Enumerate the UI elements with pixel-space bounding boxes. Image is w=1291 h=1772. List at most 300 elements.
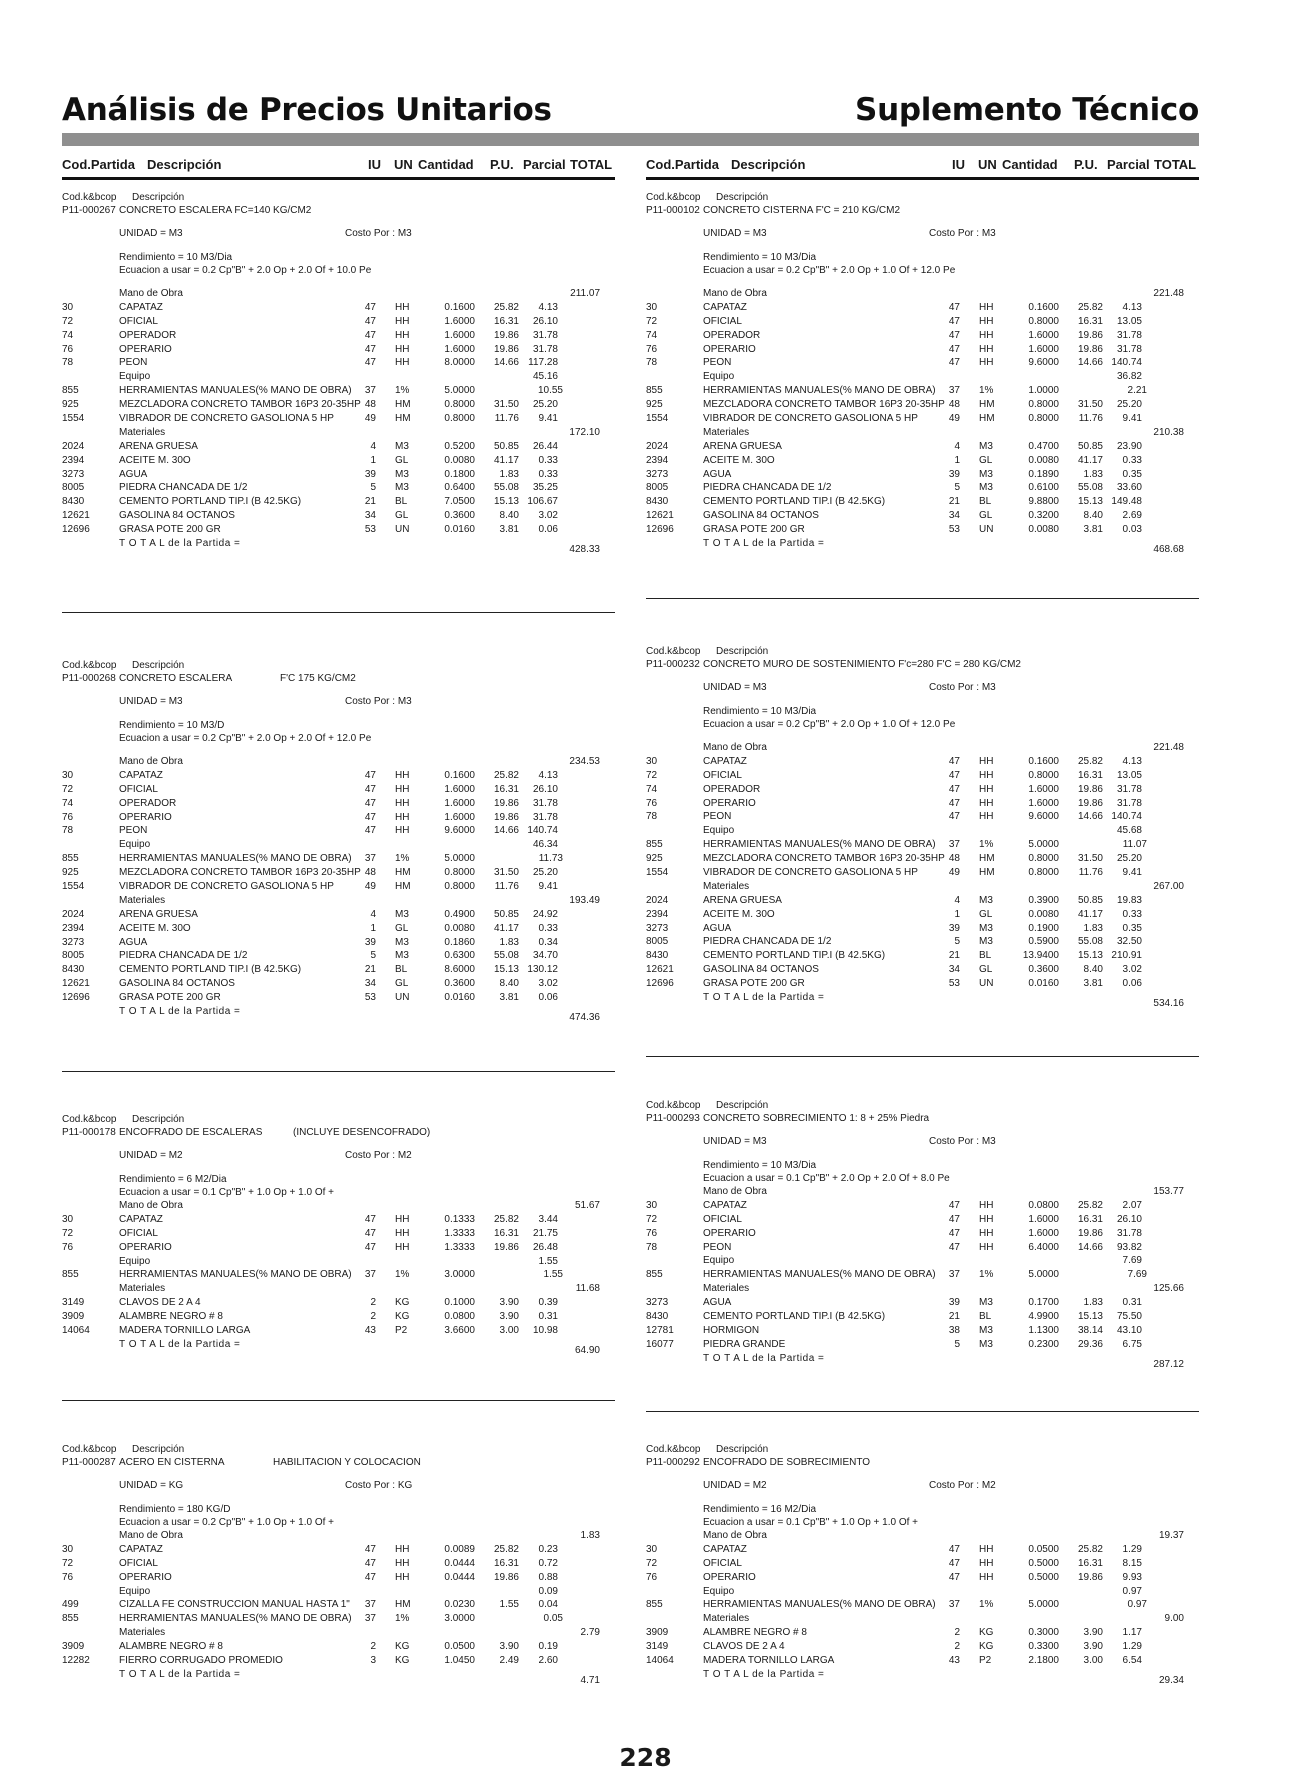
table-row <box>646 1268 1199 1282</box>
item-parcial: 0.34 <box>538 936 558 948</box>
item-un: HM <box>979 867 995 879</box>
item-pu: 41.17 <box>1077 908 1103 920</box>
item-desc: OPERARIO <box>703 797 756 809</box>
item-code: 72 <box>62 1557 74 1569</box>
col-cod: Cod.Partida <box>62 157 135 172</box>
ecuacion: Ecuacion a usar = 0.2 Cp"B" + 1.0 Op + 1.0 Of + <box>119 1517 335 1528</box>
item-un: HH <box>979 357 994 369</box>
item-cantidad: 9.6000 <box>1028 357 1059 369</box>
item-un: HM <box>395 881 411 893</box>
item-desc: VIBRADOR DE CONCRETO GASOLIONA 5 HP <box>703 413 918 425</box>
costo-por-label: Costo Por : <box>345 696 396 707</box>
item-parcial: 0.04 <box>538 1599 558 1611</box>
table-row <box>62 1571 615 1585</box>
section-name: Equipo <box>703 1585 735 1597</box>
item-parcial: 25.20 <box>532 399 558 411</box>
item-cantidad: 2.1800 <box>1028 1655 1059 1667</box>
cod-label: Cod.k&bcop <box>646 1444 701 1455</box>
item-iu: 37 <box>948 1269 960 1281</box>
item-cantidad: 0.5200 <box>444 440 475 452</box>
section-row <box>646 1585 1199 1599</box>
item-iu: 34 <box>364 510 376 522</box>
item-code: 8005 <box>62 950 85 962</box>
item-un: M3 <box>979 482 993 494</box>
item-code: 855 <box>62 385 79 397</box>
item-desc: FIERRO CORRUGADO PROMEDIO <box>119 1655 283 1667</box>
table-row <box>62 398 615 412</box>
table-row <box>646 1557 1199 1571</box>
item-cantidad: 0.0080 <box>1028 908 1059 920</box>
section-name: Materiales <box>119 894 166 906</box>
partida-block <box>62 1113 615 1356</box>
item-iu: 5 <box>370 950 376 962</box>
col-un: UN <box>978 157 997 172</box>
item-iu: 21 <box>948 1311 960 1323</box>
item-cantidad: 0.0444 <box>444 1557 475 1569</box>
code-label-row <box>62 659 615 672</box>
item-un: HM <box>395 1599 411 1611</box>
table-row <box>646 329 1199 343</box>
item-parcial: 31.78 <box>532 343 558 355</box>
item-pu: 14.66 <box>493 357 519 369</box>
item-cantidad: 5.0000 <box>444 385 475 397</box>
item-cantidad: 0.0080 <box>444 454 475 466</box>
section-row <box>62 1255 615 1269</box>
item-iu: 47 <box>364 783 376 795</box>
item-parcial: 25.20 <box>532 867 558 879</box>
costo-por-value: M3 <box>981 228 996 239</box>
item-cantidad: 0.3200 <box>1028 510 1059 522</box>
item-desc: PIEDRA CHANCADA DE 1/2 <box>703 936 832 948</box>
item-parcial: 9.41 <box>538 413 558 425</box>
item-desc: PIEDRA CHANCADA DE 1/2 <box>119 482 248 494</box>
item-pu: 50.85 <box>1077 440 1103 452</box>
section-subtotal: 125.66 <box>1153 1283 1184 1295</box>
item-pu: 8.40 <box>1083 510 1103 522</box>
desc-label: Descripción <box>716 646 769 657</box>
partida-title: ACERO EN CISTERNA <box>119 1457 225 1468</box>
item-code: 3149 <box>646 1641 669 1653</box>
section-subtotal: 51.67 <box>574 1200 600 1211</box>
rendimiento-row <box>646 1159 1199 1172</box>
partida-total: 29.34 <box>1158 1674 1184 1686</box>
rendimiento-row <box>62 719 615 732</box>
item-un: HH <box>395 1571 410 1583</box>
costo-por-value: M3 <box>981 682 996 693</box>
item-parcial: 43.10 <box>1116 1324 1142 1336</box>
table-row <box>646 769 1199 783</box>
item-iu: 47 <box>364 1543 376 1555</box>
item-desc: CEMENTO PORTLAND TIP.I (B 42.5KG) <box>703 950 886 962</box>
item-parcial: 3.02 <box>1122 964 1142 976</box>
item-code: 78 <box>62 825 74 837</box>
partida-total: 287.12 <box>1153 1358 1184 1370</box>
item-pu: 14.66 <box>1077 1241 1103 1253</box>
item-pu: 19.86 <box>493 797 519 809</box>
partida-code: P11-000287 <box>62 1457 116 1468</box>
table-row <box>646 440 1199 454</box>
item-cantidad: 0.1333 <box>444 1213 475 1225</box>
item-iu: 47 <box>948 1543 960 1555</box>
item-iu: 37 <box>364 385 376 397</box>
separator <box>62 612 615 613</box>
costo-por-value: M2 <box>397 1150 412 1161</box>
partida-total: 64.90 <box>574 1344 600 1356</box>
rendimiento: Rendimiento = 180 KG/D <box>119 1504 231 1515</box>
item-iu: 53 <box>364 992 376 1004</box>
item-parcial: 19.83 <box>1116 894 1142 906</box>
table-row <box>62 1213 615 1227</box>
partida-block <box>62 1443 615 1686</box>
item-iu: 5 <box>370 482 376 494</box>
item-cantidad: 1.6000 <box>444 797 475 809</box>
item-pu: 19.86 <box>493 811 519 823</box>
total-label: T O T A L de la Partida = <box>703 538 825 550</box>
item-iu: 47 <box>364 343 376 355</box>
item-iu: 37 <box>364 1599 376 1611</box>
section-row <box>62 1282 615 1296</box>
item-desc: VIBRADOR DE CONCRETO GASOLIONA 5 HP <box>703 867 918 879</box>
item-cantidad: 3.6600 <box>444 1325 475 1337</box>
item-code: 3909 <box>62 1641 85 1653</box>
item-parcial: 23.90 <box>1116 440 1142 452</box>
item-code: 1554 <box>62 881 85 893</box>
item-desc: MEZCLADORA CONCRETO TAMBOR 16P3 20-35HP <box>703 399 945 411</box>
table-row <box>62 1227 615 1241</box>
item-pu: 31.50 <box>1077 853 1103 865</box>
item-un: P2 <box>395 1325 408 1337</box>
item-iu: 47 <box>948 1227 960 1239</box>
item-parcial: 26.10 <box>532 783 558 795</box>
partida-title-row <box>62 1126 615 1139</box>
item-parcial: 0.35 <box>1122 922 1142 934</box>
table-row <box>646 301 1199 315</box>
item-iu: 49 <box>948 413 960 425</box>
table-row <box>646 343 1199 357</box>
item-iu: 47 <box>364 1557 376 1569</box>
item-iu: 47 <box>364 1571 376 1583</box>
table-row <box>646 1213 1199 1227</box>
table-row <box>62 315 615 329</box>
section-subtotal: 221.48 <box>1153 742 1184 753</box>
item-cantidad: 0.3300 <box>1028 1641 1059 1653</box>
table-row <box>646 852 1199 866</box>
item-code: 30 <box>646 1199 658 1211</box>
section-row <box>62 426 615 440</box>
unidad: UNIDAD = M2 <box>703 1480 767 1491</box>
item-iu: 47 <box>948 329 960 341</box>
item-iu: 43 <box>364 1325 376 1337</box>
item-cantidad: 9.8800 <box>1028 496 1059 508</box>
item-code: 855 <box>646 1269 663 1281</box>
item-cantidad: 1.6000 <box>1028 783 1059 795</box>
col-cant: Cantidad <box>418 157 474 172</box>
item-desc: OFICIAL <box>703 769 742 781</box>
item-code: 30 <box>646 755 658 767</box>
item-desc: MEZCLADORA CONCRETO TAMBOR 16P3 20-35HP <box>119 867 361 879</box>
table-row <box>646 963 1199 977</box>
item-code: 855 <box>62 1613 79 1625</box>
item-pu: 19.86 <box>493 329 519 341</box>
section-row <box>646 287 1199 301</box>
item-iu: 1 <box>954 454 960 466</box>
item-parcial: 210.91 <box>1111 950 1142 962</box>
item-desc: GASOLINA 84 OCTANOS <box>703 510 819 522</box>
item-cantidad: 1.6000 <box>444 343 475 355</box>
item-pu: 19.86 <box>493 1571 519 1583</box>
item-cantidad: 0.8000 <box>1028 315 1059 327</box>
item-cantidad: 0.4700 <box>1028 440 1059 452</box>
table-row <box>62 1241 615 1255</box>
section-name: Mano de Obra <box>703 1186 767 1197</box>
item-iu: 49 <box>364 881 376 893</box>
section-sum: 0.09 <box>538 1585 558 1597</box>
item-iu: 47 <box>364 315 376 327</box>
item-un: M3 <box>979 1324 993 1336</box>
item-parcial: 34.70 <box>532 950 558 962</box>
item-un: M3 <box>395 908 409 920</box>
item-iu: 47 <box>364 1213 376 1225</box>
col-cant: Cantidad <box>1002 157 1058 172</box>
item-iu: 39 <box>364 936 376 948</box>
item-code: 72 <box>62 315 74 327</box>
item-iu: 49 <box>364 413 376 425</box>
item-iu: 2 <box>954 1641 960 1653</box>
item-iu: 21 <box>364 964 376 976</box>
item-cantidad: 0.6300 <box>444 950 475 962</box>
item-parcial: 9.93 <box>1122 1571 1142 1583</box>
section-name: Mano de Obra <box>119 288 183 299</box>
item-desc: MEZCLADORA CONCRETO TAMBOR 16P3 20-35HP <box>119 399 361 411</box>
section-row <box>62 287 615 301</box>
item-pu: 19.86 <box>1077 1571 1103 1583</box>
item-cantidad: 0.6100 <box>1028 482 1059 494</box>
desc-label: Descripción <box>716 1444 769 1455</box>
table-row <box>646 398 1199 412</box>
item-un: M3 <box>979 440 993 452</box>
table-row <box>62 908 615 922</box>
ecuacion: Ecuacion a usar = 0.1 Cp"B" + 1.0 Op + 1.0 Of + <box>119 1187 335 1198</box>
unidad-row <box>646 1479 1199 1492</box>
item-code: 855 <box>646 839 663 851</box>
item-iu: 47 <box>364 1241 376 1253</box>
item-desc: GRASA POTE 200 GR <box>119 524 221 536</box>
table-row <box>62 384 615 398</box>
item-iu: 37 <box>364 1613 376 1625</box>
section-row <box>646 741 1199 755</box>
table-row <box>62 523 615 537</box>
item-parcial: 6.54 <box>1122 1655 1142 1667</box>
cod-label: Cod.k&bcop <box>646 646 701 657</box>
item-parcial: 25.20 <box>1116 399 1142 411</box>
item-cantidad: 0.4900 <box>444 908 475 920</box>
item-iu: 4 <box>954 894 960 906</box>
item-iu: 43 <box>948 1655 960 1667</box>
total-row <box>646 1668 1199 1686</box>
item-un: HH <box>395 1213 410 1225</box>
item-cantidad: 1.1300 <box>1028 1324 1059 1336</box>
table-row <box>646 949 1199 963</box>
item-pu: 55.08 <box>493 482 519 494</box>
item-code: 74 <box>62 329 74 341</box>
item-desc: OFICIAL <box>119 1557 158 1569</box>
col-un: UN <box>394 157 413 172</box>
item-code: 925 <box>62 399 79 411</box>
table-row <box>62 852 615 866</box>
cod-label: Cod.k&bcop <box>62 660 117 671</box>
item-desc: GRASA POTE 200 GR <box>119 992 221 1004</box>
item-un: HH <box>979 797 994 809</box>
item-un: BL <box>395 496 408 508</box>
item-un: HH <box>979 343 994 355</box>
item-iu: 47 <box>364 329 376 341</box>
section-subtotal: 153.77 <box>1153 1186 1184 1197</box>
item-cantidad: 9.6000 <box>444 825 475 837</box>
item-code: 12621 <box>646 510 674 522</box>
item-pu: 25.82 <box>1077 755 1103 767</box>
section-name: Mano de Obra <box>119 1530 183 1541</box>
item-cantidad: 1.6000 <box>1028 329 1059 341</box>
item-desc: OPERARIO <box>703 1571 756 1583</box>
item-desc: GASOLINA 84 OCTANOS <box>119 510 235 522</box>
item-parcial: 1.29 <box>1122 1543 1142 1555</box>
item-code: 499 <box>62 1599 79 1611</box>
costo-por <box>345 227 412 240</box>
section-row <box>62 1626 615 1640</box>
item-iu: 47 <box>948 1571 960 1583</box>
item-parcial: 2.69 <box>1122 510 1142 522</box>
costo-por-value: M3 <box>397 696 412 707</box>
item-iu: 47 <box>948 755 960 767</box>
item-desc: VIBRADOR DE CONCRETO GASOLIONA 5 HP <box>119 413 334 425</box>
item-pu: 2.49 <box>499 1655 519 1667</box>
item-iu: 48 <box>364 399 376 411</box>
cod-label: Cod.k&bcop <box>62 1114 117 1125</box>
item-un: GL <box>979 510 993 522</box>
item-pu: 3.90 <box>1083 1627 1103 1639</box>
section-sum: 36.82 <box>1116 371 1142 383</box>
item-desc: AGUA <box>703 1297 732 1309</box>
separator <box>646 1056 1199 1057</box>
item-desc: OPERADOR <box>119 329 177 341</box>
item-desc: OPERARIO <box>119 1241 172 1253</box>
item-parcial: 0.97 <box>1127 1599 1147 1611</box>
item-un: HH <box>979 1199 994 1211</box>
item-parcial: 117.28 <box>528 357 558 369</box>
item-cantidad: 1.3333 <box>444 1241 475 1253</box>
desc-label: Descripción <box>132 192 185 203</box>
item-iu: 21 <box>948 950 960 962</box>
item-desc: OFICIAL <box>703 1557 742 1569</box>
col-desc: Descripción <box>147 157 222 172</box>
table-row <box>62 1640 615 1654</box>
item-desc: CAPATAZ <box>119 1543 163 1555</box>
item-pu: 31.50 <box>493 399 519 411</box>
item-desc: PEON <box>703 811 732 823</box>
item-desc: CIZALLA FE CONSTRUCCION MANUAL HASTA 1" <box>119 1599 350 1611</box>
item-code: 12696 <box>646 978 674 990</box>
item-pu: 19.86 <box>493 343 519 355</box>
table-row <box>62 811 615 825</box>
item-un: HH <box>395 769 410 781</box>
section-row <box>646 370 1199 384</box>
table-row <box>62 343 615 357</box>
item-desc: OFICIAL <box>119 315 158 327</box>
item-cantidad: 0.1600 <box>1028 755 1059 767</box>
item-parcial: 31.78 <box>1116 343 1142 355</box>
partida-title-row <box>62 1456 615 1469</box>
item-cantidad: 0.1900 <box>1028 922 1059 934</box>
section-name: Equipo <box>119 371 151 383</box>
item-code: 76 <box>646 797 658 809</box>
item-desc: ALAMBRE NEGRO # 8 <box>119 1311 223 1323</box>
partida-title: ENCOFRADO DE SOBRECIMIENTO <box>703 1457 871 1468</box>
item-code: 72 <box>646 1213 658 1225</box>
item-un: GL <box>395 454 409 466</box>
item-code: 1554 <box>646 413 669 425</box>
item-pu: 1.83 <box>1083 468 1103 480</box>
item-code: 8430 <box>646 1311 669 1323</box>
item-iu: 49 <box>948 867 960 879</box>
item-pu: 50.85 <box>1077 894 1103 906</box>
item-code: 8005 <box>646 482 669 494</box>
item-cantidad: 3.0000 <box>444 1269 475 1281</box>
item-iu: 47 <box>948 357 960 369</box>
costo-por-label: Costo Por : <box>929 228 980 239</box>
cod-label: Cod.k&bcop <box>62 1444 117 1455</box>
item-desc: HERRAMIENTAS MANUALES(% MANO DE OBRA) <box>703 1599 936 1611</box>
item-pu: 41.17 <box>493 922 519 934</box>
table-row <box>62 977 615 991</box>
item-cantidad: 8.6000 <box>444 964 475 976</box>
item-pu: 1.83 <box>1083 1297 1103 1309</box>
item-parcial: 0.33 <box>1122 454 1142 466</box>
item-cantidad: 0.1600 <box>444 769 475 781</box>
item-cantidad: 0.8000 <box>444 399 475 411</box>
item-code: 76 <box>646 1571 658 1583</box>
item-desc: HERRAMIENTAS MANUALES(% MANO DE OBRA) <box>703 839 936 851</box>
code-label-row <box>646 645 1199 658</box>
item-iu: 37 <box>948 839 960 851</box>
item-desc: MADERA TORNILLO LARGA <box>119 1325 251 1337</box>
item-cantidad: 0.3900 <box>1028 894 1059 906</box>
item-desc: OFICIAL <box>119 783 158 795</box>
item-code: 3273 <box>646 468 669 480</box>
item-desc: CAPATAZ <box>119 769 163 781</box>
item-desc: ACEITE M. 30O <box>703 454 775 466</box>
partida-block <box>646 1099 1199 1370</box>
item-un: M3 <box>395 936 409 948</box>
partida-note: F'C 175 KG/CM2 <box>280 673 356 684</box>
item-desc: PIEDRA CHANCADA DE 1/2 <box>703 482 832 494</box>
item-desc: CAPATAZ <box>703 755 747 767</box>
item-desc: OPERARIO <box>119 1571 172 1583</box>
ecuacion-row <box>62 732 615 745</box>
col-parcial: Parcial <box>523 157 566 172</box>
total-row <box>62 1338 615 1356</box>
item-iu: 4 <box>370 908 376 920</box>
item-iu: 34 <box>948 964 960 976</box>
item-cantidad: 0.8000 <box>1028 769 1059 781</box>
section-name: Materiales <box>119 1627 166 1639</box>
item-code: 12696 <box>62 524 90 536</box>
costo-por <box>345 695 412 708</box>
item-iu: 47 <box>948 1557 960 1569</box>
item-desc: ACEITE M. 30O <box>703 908 775 920</box>
item-pu: 3.90 <box>1083 1641 1103 1653</box>
costo-por-label: Costo Por : <box>929 682 980 693</box>
item-un: UN <box>395 992 410 1004</box>
